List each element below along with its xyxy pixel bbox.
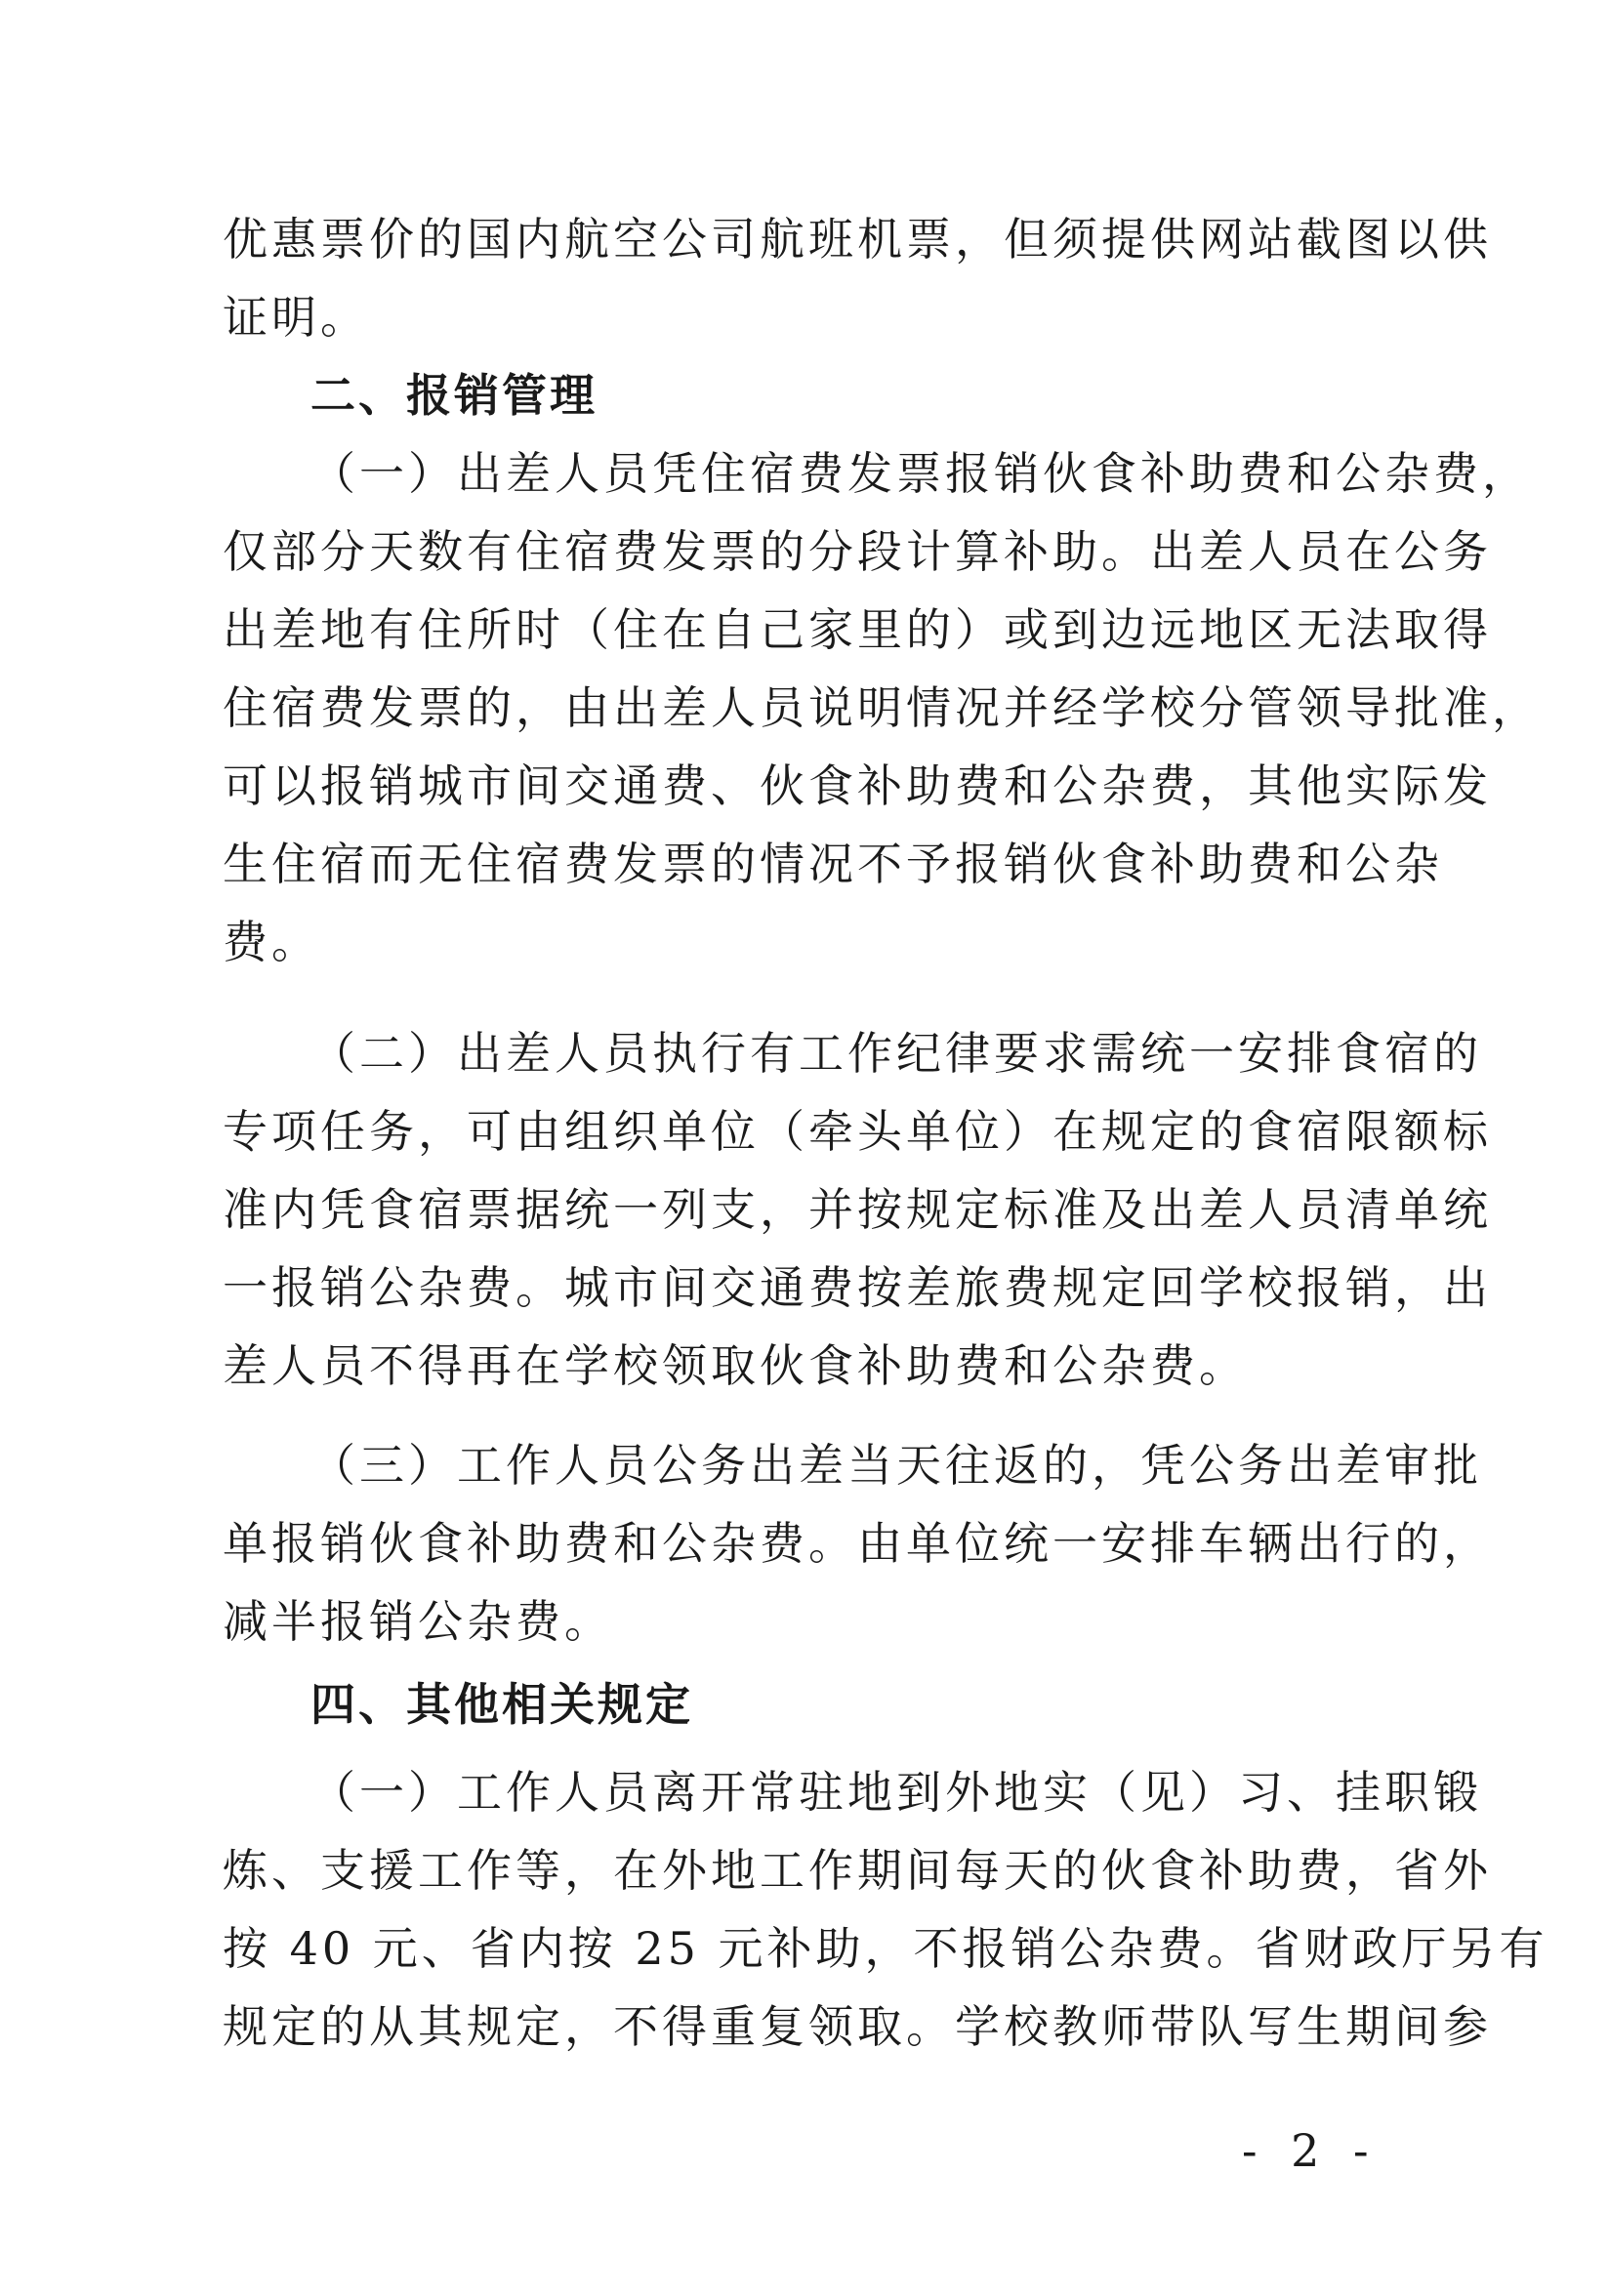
text-line: 规定的从其规定，不得重复领取。学校教师带队写生期间参: [223, 2000, 1492, 2053]
text-line: 优惠票价的国内航空公司航班机票，但须提供网站截图以供: [223, 213, 1492, 266]
text-line: 生住宿而无住宿费发票的情况不予报销伙食补助费和公杂: [223, 838, 1443, 890]
text-line: 炼、支援工作等，在外地工作期间每天的伙食补助费，省外: [223, 1844, 1492, 1897]
text-line: 证明。: [223, 291, 369, 344]
text-line: 住宿费发票的，由出差人员说明情况并经学校分管领导批准，: [223, 681, 1541, 734]
text-line: 减半报销公杂费。: [223, 1595, 613, 1648]
text-line: 一报销公杂费。城市间交通费按差旅费规定回学校报销，出: [223, 1261, 1492, 1314]
text-line: 出差地有住所时（住在自己家里的）或到边远地区无法取得: [223, 603, 1492, 656]
text-line: （三）工作人员公务出差当天往返的，凭公务出差审批: [310, 1439, 1482, 1492]
section-heading: 四、其他相关规定: [310, 1678, 693, 1731]
text-line: 专项任务，可由组织单位（牵头单位）在规定的食宿限额标: [223, 1105, 1492, 1158]
text-line: 差人员不得再在学校领取伙食补助费和公杂费。: [223, 1339, 1248, 1392]
text-line: 按 40 元、省内按 25 元补助，不报销公杂费。省财政厅另有: [223, 1922, 1548, 1975]
text-line: 仅部分天数有住宿费发票的分段计算补助。出差人员在公务: [223, 525, 1492, 578]
text-line: （二）出差人员执行有工作纪律要求需统一安排食宿的: [310, 1027, 1482, 1080]
text-line: 单报销伙食补助费和公杂费。由单位统一安排车辆出行的，: [223, 1517, 1492, 1570]
page-number: - 2 -: [1242, 2124, 1379, 2177]
text-line: 费。: [223, 916, 320, 968]
text-line: 可以报销城市间交通费、伙食补助费和公杂费，其他实际发: [223, 759, 1492, 812]
text-line: （一）工作人员离开常驻地到外地实（见）习、挂职锻: [310, 1766, 1482, 1819]
text-line: （一）出差人员凭住宿费发票报销伙食补助费和公杂费，: [310, 447, 1531, 500]
text-line: 准内凭食宿票据统一列支，并按规定标准及出差人员清单统: [223, 1183, 1492, 1236]
section-heading: 二、报销管理: [310, 369, 598, 422]
